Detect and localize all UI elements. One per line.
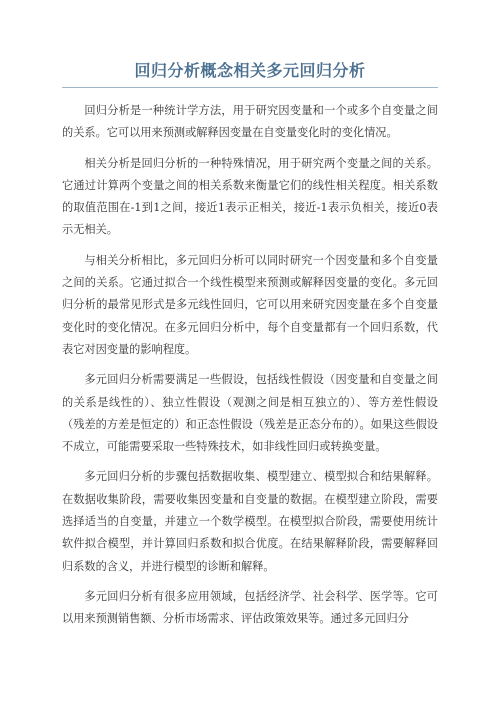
document-body bbox=[62, 100, 438, 631]
paragraph: 相关分析是回归分析的一种特殊情况，用于研究两个变量之间的关系。它通过计算两个变量之间的相关系数来衡量它们的线性相关程度。相关系数的取值范围在-1到1之间，接近1表示正相关，接近-1表示负相关，接近0表示无相关。 bbox=[62, 156, 438, 237]
paragraph: 回归分析是一种统计学方法，用于研究因变量和一个或多个自变量之间的关系。它可以用来预测或解释因变量在自变量变化时的变化情况。 bbox=[62, 104, 438, 140]
paragraph: 与相关分析相比，多元回归分析可以同时研究一个因变量和多个自变量之间的关系。它通过拟合一个线性模型来预测或解释因变量的变化。多元回归分析的最常见形式是多元线性回归，它可以用来研究因变量在多个自变量变化时的变化情况。在多元回归分析中，每个自变量都有一个回归系数，代表它对因变量的影响程度。 bbox=[62, 253, 438, 356]
paragraph: 多元回归分析的步骤包括数据收集、模型建立、模型拟合和结果解释。在数据收集阶段，需要收集因变量和自变量的数据。在模型建立阶段，需要选择适当的自变量，并建立一个数学模型。在模型拟合阶段，需要使用统计软件拟合模型，并计算回归系数和拟合优度。在结果解释阶段，需要解释回归系数的含义，并进行模型的诊断和解释。 bbox=[62, 470, 438, 573]
paragraph: 多元回归分析有很多应用领域，包括经济学、社会科学、医学等。它可以用来预测销售额、分析市场需求、评估政策效果等。通过多元回归分 bbox=[62, 589, 438, 626]
paragraph: 多元回归分析需要满足一些假设，包括线性假设（因变量和自变量之间的关系是线性的）、独立性假设（观测之间是相互独立的）、等方差性假设（残差的方差是恒定的）和正态性假设（残差是正态分布的）。如果这些假设不成立，可能需要采取一些特殊技术，如非线性回归或转换变量。 bbox=[62, 373, 438, 454]
document-title: 回归分析概念相关多元回归分析 bbox=[62, 60, 438, 88]
